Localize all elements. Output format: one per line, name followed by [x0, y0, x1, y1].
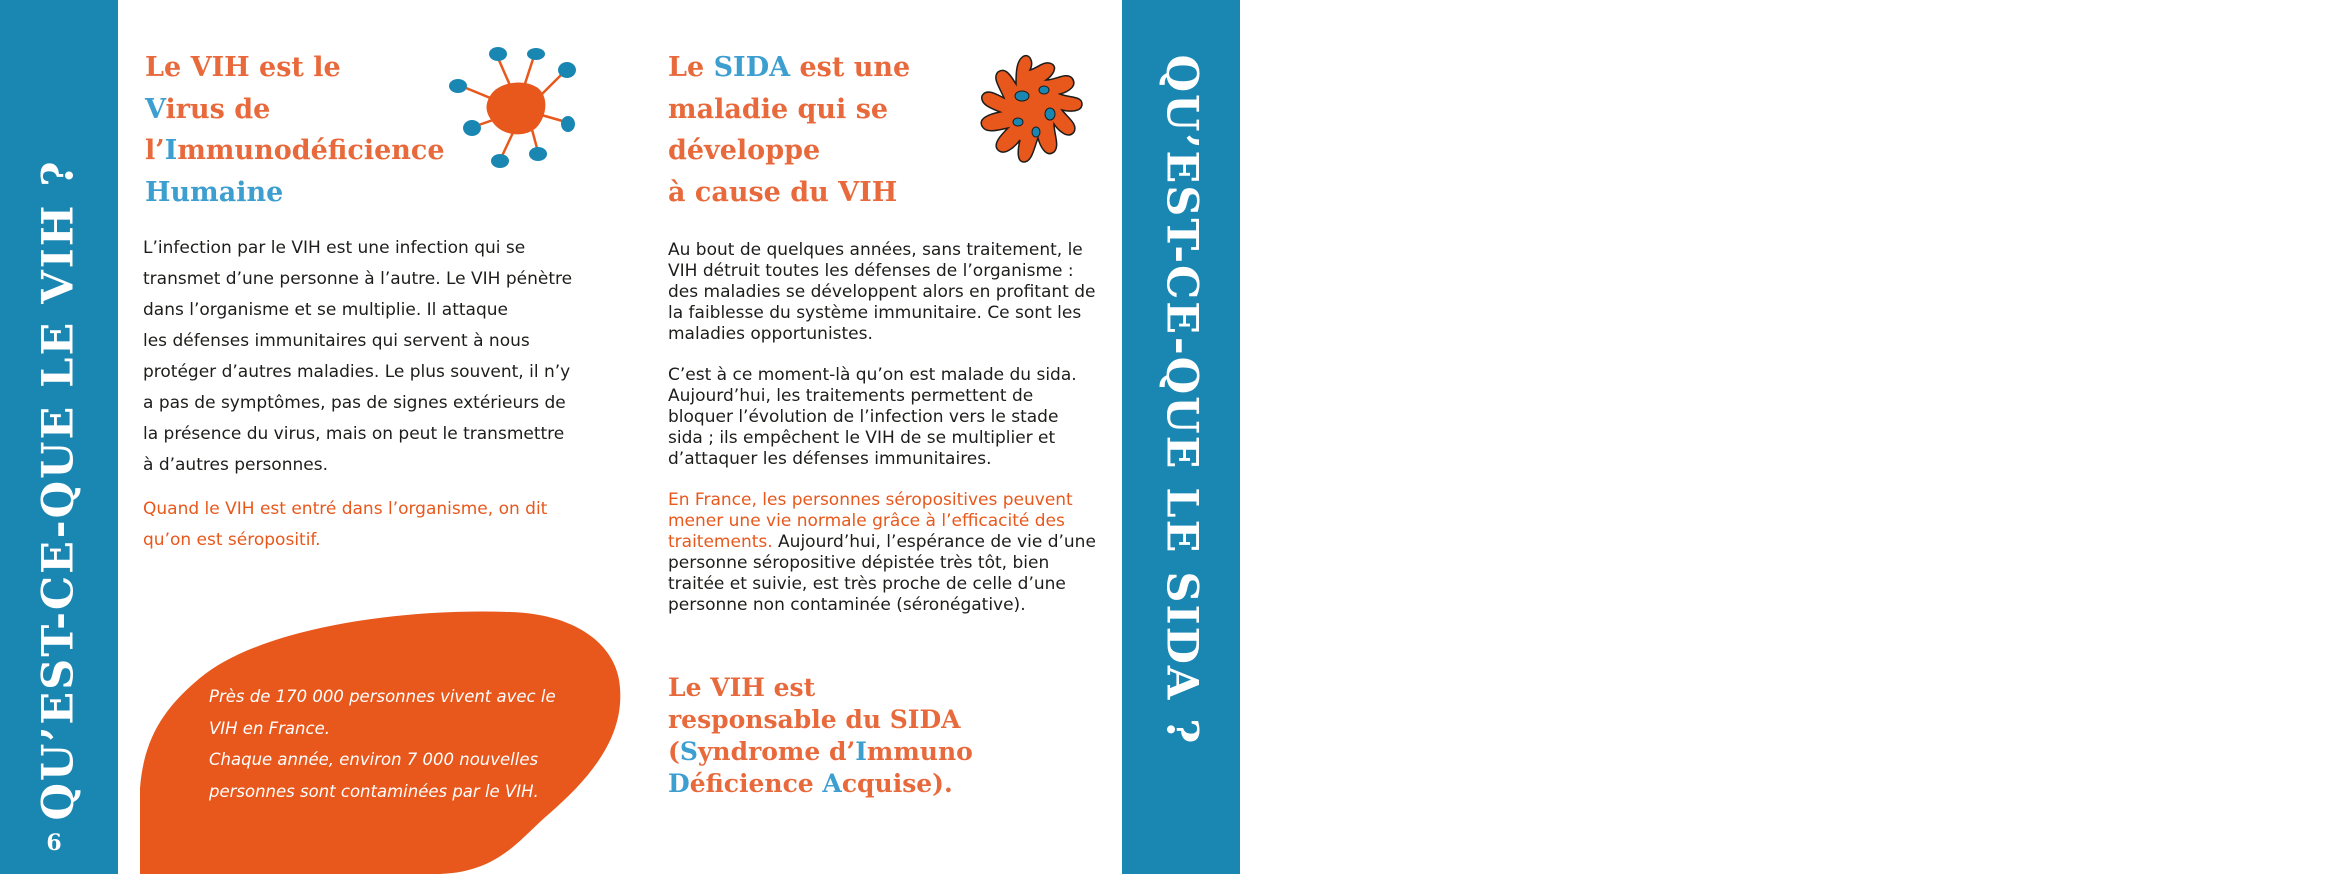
body-line: à d’autres personnes. [143, 455, 328, 475]
bottom-headline-line-2: responsable du SIDA [668, 705, 961, 734]
stat-line: Près de 170 000 personnes vivent avec le [209, 687, 556, 706]
left-body [143, 233, 588, 481]
body-line: la présence du virus, mais on peut le transmettre [143, 424, 565, 444]
right-page-number: 7 [2304, 830, 2320, 856]
right-paragraph-1: Au bout de quelques années, sans traitement, le VIH détruit toutes les défenses de l’organisme : des maladies se développent alors en profitant de la faiblesse du système immunitaire. Ce sont les maladies opportunistes. [668, 240, 1096, 344]
stat-line: personnes sont contaminées par le VIH. [209, 781, 539, 801]
left-sidebar [0, 0, 118, 874]
stat-box-text [209, 681, 589, 807]
right-sidebar [1122, 0, 2320, 874]
right-paragraph-3 [668, 490, 1098, 616]
body-line: les défenses immunitaires qui servent à nous [143, 331, 530, 351]
stat-line: Chaque année, environ 7 000 nouvelles [209, 750, 539, 769]
body-line: dans l’organisme et se multiplie. Il attaque [143, 300, 508, 320]
bottom-headline-line-1: Le VIH est [668, 673, 816, 702]
headline-line-4: à cause du VIH [668, 176, 898, 208]
left-highlight [143, 494, 588, 556]
headline-line-3: l’Immunodéficience [145, 135, 445, 166]
left-page-number: 6 [46, 830, 62, 856]
paragraph-3-highlight: En France, les personnes séropositives peuvent mener une vie normale grâce à l’efficacité des traitements. [668, 490, 1073, 552]
highlight-line: qu’on est séropositif. [143, 530, 321, 550]
right-paragraph-2: C’est à ce moment-là qu’on est malade du sida. Aujourd’hui, les traitements permettent de bloquer l’évolution de l’infection vers le stade sida ; ils empêchent le VIH de se multiplier et d’attaquer les défenses immunitaires. [668, 365, 1077, 469]
body-line: transmet d’une personne à l’autre. Le VIH pénètre [143, 269, 573, 289]
right-side-title: QU’EST-CE-QUE LE SIDA ? [1156, 54, 1207, 746]
headline-line-4: Humaine [145, 176, 284, 208]
body-line: L’infection par le VIH est une infection qui se [143, 238, 526, 258]
bottom-headline [668, 672, 973, 800]
stat-line: VIH en France. [209, 718, 330, 738]
headline-line-3: développe [668, 135, 821, 166]
headline-line-2: maladie qui se [668, 93, 889, 125]
right-headline [668, 47, 910, 213]
virus-spiky-icon [978, 52, 1086, 174]
highlight-line: Quand le VIH est entré dans l’organisme, on dit [143, 499, 548, 519]
left-side-title: QU’EST-CE-QUE LE VIH ? [33, 159, 84, 821]
body-line: a pas de symptômes, pas de signes extérieurs de [143, 393, 566, 413]
headline-line-2: Virus de [145, 93, 271, 125]
bottom-headline-line-3: (Syndrome d’Immuno [668, 737, 973, 766]
headline-line-1: Le VIH est le [145, 52, 341, 83]
body-line: protéger d’autres maladies. Le plus souvent, il n’y [143, 362, 571, 382]
left-headline [145, 47, 445, 213]
paragraph-3-rest: Aujourd’hui, l’espérance de vie d’une personne séropositive dépistée très tôt, bien traitée et suivie, est très proche de celle d’une personne non contaminée (séronégative). [668, 532, 1096, 615]
headline-line-1: Le SIDA est une [668, 52, 911, 83]
bottom-headline-line-4: Déficience Acquise). [668, 769, 953, 798]
virus-icon [446, 44, 576, 172]
